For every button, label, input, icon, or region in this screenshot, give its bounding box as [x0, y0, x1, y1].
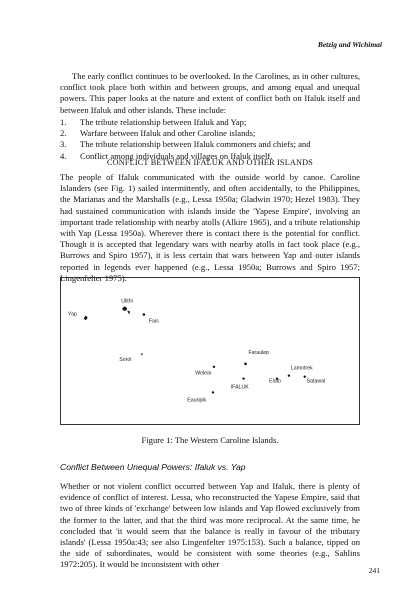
figure-caption: Figure 1: The Western Caroline Islands.	[141, 435, 279, 445]
island-label-ulithi: Ulithi	[121, 298, 133, 305]
island-shape-ulithi	[127, 311, 130, 315]
island-label-fais: Fais	[148, 318, 159, 325]
list-item-number: 4.	[60, 150, 67, 161]
island-shape-eauripik	[212, 391, 214, 393]
island-shape-woleai	[213, 366, 215, 368]
island-shape-lamotrek	[288, 374, 290, 376]
island-shape-satawal	[304, 375, 306, 377]
topic-list	[60, 117, 360, 162]
section-heading: CONFLICT BETWEEN IFALUK AND OTHER ISLANDS	[107, 158, 313, 167]
subsection-heading: Conflict Between Unequal Powers: Ifaluk vs. Yap	[60, 462, 246, 472]
island-shape-ulithi	[122, 307, 127, 311]
island-label-eauripik: Eauripik	[187, 397, 207, 404]
list-item	[60, 128, 360, 139]
list-item-text: Warfare between Ifaluk and other Caroline islands;	[80, 128, 256, 139]
list-item	[60, 139, 360, 150]
page-number: 241	[368, 566, 380, 575]
island-shape-yap	[84, 315, 88, 320]
list-item-number: 2.	[60, 128, 67, 139]
island-label-yap: Yap	[67, 311, 77, 318]
running-head: Betzig and Wichimai	[317, 40, 382, 49]
list-item-number: 1.	[60, 117, 67, 127]
island-shape-fais	[143, 313, 146, 316]
list-item-text: The tribute relationship between Ifaluk and Yap;	[80, 117, 247, 127]
island-label-sorol: Sorol	[119, 356, 132, 363]
island-shape-faraulep	[244, 363, 247, 366]
list-item-number: 3.	[60, 139, 67, 150]
island-label-satawal: Satawal	[306, 378, 326, 385]
list-item	[60, 117, 360, 128]
island-label-lamotrek: Lamotrek	[290, 365, 313, 372]
list-item-text: The tribute relationship between Ifaluk commoners and chiefs; and	[80, 139, 311, 150]
island-shape-sorol	[141, 353, 143, 356]
body-paragraph: The people of Ifaluk communicated with the outside world by canoe. Caroline Islanders (see Fig. 1) sailed intermittently, and often accidentally, to the Philippines, the Marianas and the Marshalls (e.g., Lessa 1950a; Gladwin 1970; Hezel 1983). They had sustained communication with islands inside the 'Yapese Empire', involving an important trade relationship with nearby atolls (Alkire 1965), and a tribute relationship with Yap (Lessa 1950a). Wherever there is contact there is the potential for conflict. Though it is accepted that legendary wars with nearby atolls in fact took place (e.g., Burrows and Spiro 1957), it is less certain that wars between Yap and outer islands reported in legends ever happened (e.g., Lessa 1950a; Burrows and Spiro 1957; Lingenfelter 1975).	[60, 172, 360, 283]
island-shape-ifaluk	[242, 377, 244, 379]
body-paragraph: Whether or not violent conflict occurred between Yap and Ifaluk, there is plenty of evidence of conflict of interest. Lessa, who reconstructed the Yapese Empire, said that two of three kinds of 'exchange' between low islands and Yap flowed exclusively from the former to the latter, and that the third was more reciprocal. At the same time, he concluded that 'it would seem that the balance is really in favour of the tributary islands' (Lessa 1950a:43; see also Lingenfelter 1975:153). Such a balance, tipped on the side of subordinates, would be consistent with some theories (e.g., Sahlins 1972:205). It would be inconsistent with other	[60, 481, 360, 570]
list-item-text: Conflict among individuals and villages on Ifaluk itself.	[80, 150, 273, 161]
island-label-woleai: Woleai	[195, 370, 212, 377]
island-label-elato: Elato	[269, 378, 282, 385]
island-label-ifaluk: IFALUK	[230, 384, 249, 391]
island-label-faraulep: Faraulep	[248, 349, 270, 356]
intro-paragraph: The early conflict continues to be overlooked. In the Carolines, as in other cultures, conflict took place both within and between groups, and among equal and unequal powers. This paper looks at the nature and extent of conflict both on Ifaluk itself and between Ifaluk and other islands. These include:	[60, 71, 360, 115]
caroline-islands-map	[60, 277, 360, 425]
